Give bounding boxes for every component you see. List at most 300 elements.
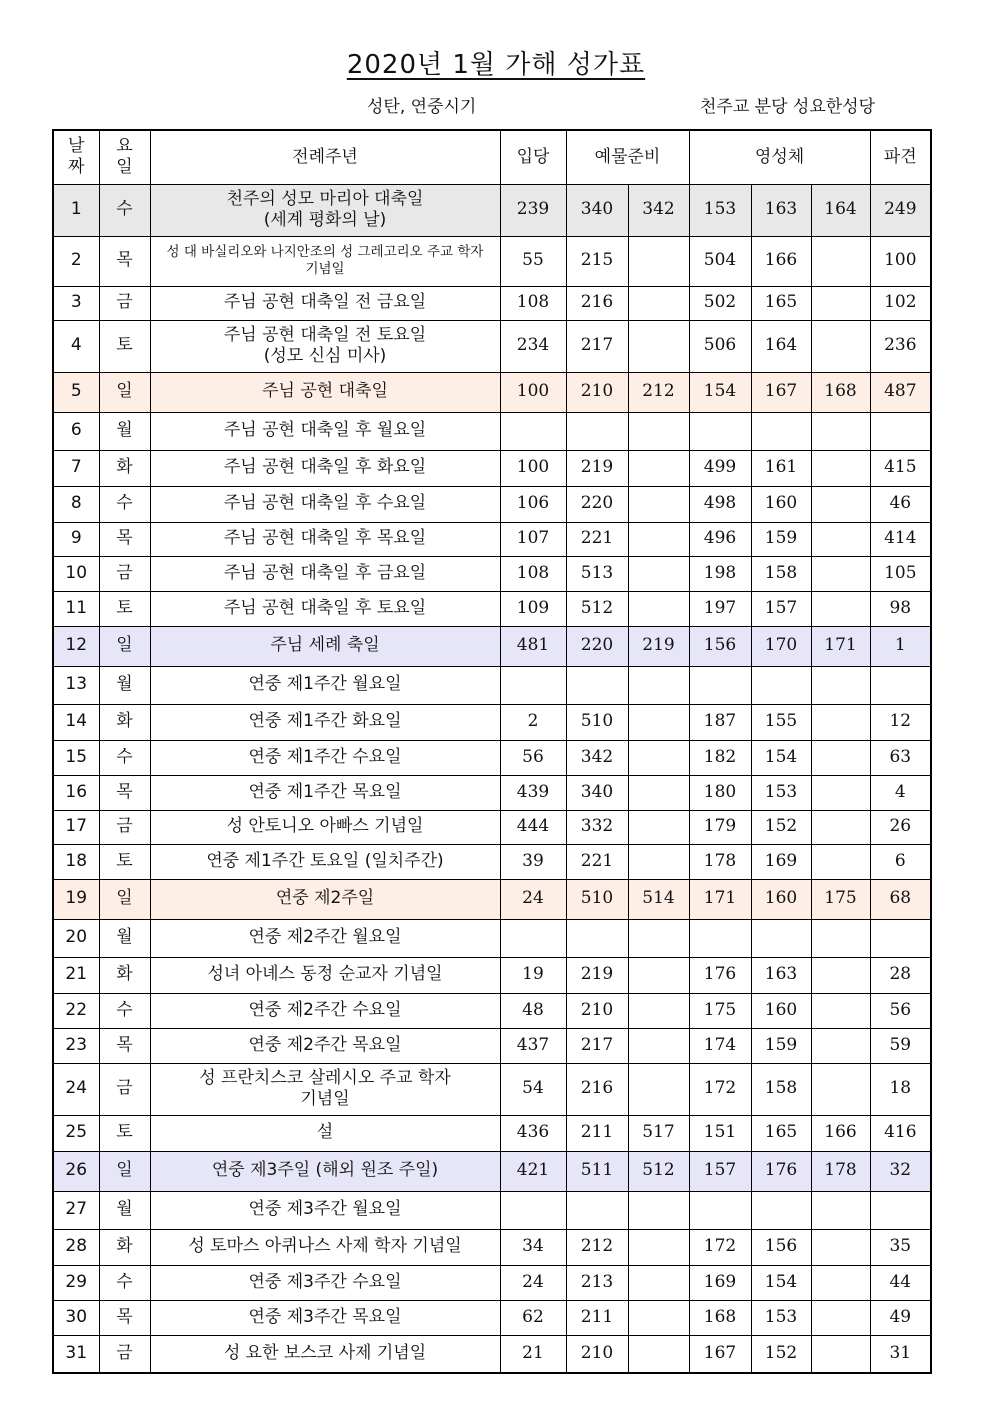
cell-date: 12 [53,626,99,666]
header-communion: 영성체 [689,130,870,184]
cell-weekday: 화 [99,450,150,486]
cell-offertory-1: 512 [566,591,628,626]
cell-offertory-1 [566,1191,628,1229]
cell-communion-2: 164 [751,320,811,372]
cell-offertory-2 [628,1300,689,1335]
cell-offertory-2 [628,1028,689,1063]
cell-communion-1: 157 [689,1151,751,1191]
cell-date: 19 [53,879,99,919]
cell-communion-1: 180 [689,775,751,810]
cell-liturgy [150,1028,500,1063]
cell-offertory-2 [628,810,689,844]
cell-date: 3 [53,286,99,320]
cell-entrance: 444 [500,810,566,844]
cell-weekday: 월 [99,666,150,704]
table-row [53,236,931,286]
cell-liturgy [150,1063,500,1115]
cell-weekday: 일 [99,1151,150,1191]
cell-communion-2 [751,666,811,704]
cell-date: 24 [53,1063,99,1115]
cell-weekday: 수 [99,1265,150,1300]
cell-communion-3: 178 [811,1151,870,1191]
cell-liturgy [150,1151,500,1191]
cell-weekday: 목 [99,1028,150,1063]
cell-communion-3 [811,320,870,372]
cell-communion-1: 506 [689,320,751,372]
cell-liturgy [150,626,500,666]
liturgy-line-1: 성 프란치스코 살레시오 주교 학자 [199,1067,451,1088]
cell-communion-2: 165 [751,1115,811,1151]
cell-offertory-2 [628,1229,689,1265]
header-dismissal: 파견 [870,130,931,184]
cell-communion-2 [751,1191,811,1229]
cell-communion-2 [751,412,811,450]
cell-dismissal [870,1191,931,1229]
cell-communion-2: 156 [751,1229,811,1265]
cell-communion-3 [811,957,870,993]
cell-dismissal: 26 [870,810,931,844]
table-row [53,1063,931,1115]
cell-weekday: 월 [99,412,150,450]
cell-weekday: 목 [99,236,150,286]
cell-communion-1: 167 [689,1335,751,1373]
cell-date: 16 [53,775,99,810]
cell-offertory-1: 216 [566,286,628,320]
cell-offertory-2 [628,486,689,522]
cell-communion-3 [811,740,870,775]
cell-date: 6 [53,412,99,450]
liturgy-line-1: 주님 공현 대축일 후 월요일 [223,420,427,441]
cell-entrance [500,919,566,957]
cell-liturgy [150,957,500,993]
cell-dismissal: 100 [870,236,931,286]
cell-offertory-1: 221 [566,844,628,879]
cell-communion-1: 151 [689,1115,751,1151]
liturgy-line-1: 연중 제2주간 목요일 [248,1034,402,1055]
cell-offertory-2: 512 [628,1151,689,1191]
cell-weekday: 목 [99,522,150,556]
cell-liturgy [150,844,500,879]
cell-weekday: 수 [99,993,150,1028]
table-row [53,486,931,522]
cell-communion-1: 154 [689,372,751,412]
cell-communion-1: 182 [689,740,751,775]
table-row [53,666,931,704]
cell-weekday: 목 [99,1300,150,1335]
page-title [0,44,992,81]
header-weekday-b: 일 [116,157,133,178]
cell-weekday: 목 [99,775,150,810]
cell-offertory-1: 211 [566,1300,628,1335]
cell-entrance: 109 [500,591,566,626]
cell-dismissal: 98 [870,591,931,626]
cell-communion-2: 165 [751,286,811,320]
cell-communion-3 [811,666,870,704]
cell-offertory-1: 211 [566,1115,628,1151]
cell-communion-3: 164 [811,184,870,236]
cell-dismissal: 28 [870,957,931,993]
liturgy-line-2: (세계 평화의 날) [263,210,387,230]
cell-communion-2: 163 [751,957,811,993]
cell-communion-3 [811,775,870,810]
cell-communion-3 [811,556,870,591]
cell-offertory-2 [628,1063,689,1115]
header-offertory: 예물준비 [566,130,689,184]
cell-offertory-1: 510 [566,879,628,919]
cell-offertory-2 [628,412,689,450]
liturgy-line-1: 주님 공현 대축일 후 목요일 [223,528,427,549]
table-row [53,1229,931,1265]
liturgy-line-1: 주님 공현 대축일 후 토요일 [223,597,427,618]
cell-offertory-2 [628,1265,689,1300]
cell-offertory-1: 210 [566,372,628,412]
table-row [53,412,931,450]
cell-date: 23 [53,1028,99,1063]
table-row [53,286,931,320]
cell-weekday: 화 [99,1229,150,1265]
cell-date: 29 [53,1265,99,1300]
liturgy-line-1: 연중 제1주간 월요일 [248,674,402,695]
liturgy-line-1: 연중 제1주간 목요일 [248,781,402,802]
cell-offertory-1: 212 [566,1229,628,1265]
cell-liturgy [150,666,500,704]
table-row [53,1265,931,1300]
cell-liturgy [150,1229,500,1265]
cell-dismissal: 105 [870,556,931,591]
cell-offertory-2 [628,236,689,286]
cell-date: 21 [53,957,99,993]
cell-dismissal: 46 [870,486,931,522]
cell-weekday: 금 [99,286,150,320]
table-row [53,450,931,486]
cell-offertory-2 [628,844,689,879]
cell-dismissal: 18 [870,1063,931,1115]
liturgy-line-1: 연중 제1주간 토요일 (일치주간) [206,850,444,871]
liturgy-line-1: 연중 제2주간 월요일 [248,927,402,948]
table-row [53,810,931,844]
cell-communion-1: 498 [689,486,751,522]
cell-communion-1 [689,412,751,450]
cell-offertory-1 [566,666,628,704]
cell-entrance: 100 [500,450,566,486]
table-row [53,1191,931,1229]
cell-communion-3 [811,919,870,957]
cell-offertory-2 [628,740,689,775]
cell-communion-2: 166 [751,236,811,286]
cell-date: 27 [53,1191,99,1229]
cell-communion-2: 176 [751,1151,811,1191]
cell-entrance: 437 [500,1028,566,1063]
cell-entrance: 108 [500,286,566,320]
cell-dismissal: 102 [870,286,931,320]
page-title-text: 2020년 1월 가해 성가표 [346,50,646,80]
cell-entrance: 107 [500,522,566,556]
cell-communion-2: 167 [751,372,811,412]
liturgy-line-1: 성 토마스 아퀴나스 사제 학자 기념일 [188,1236,462,1257]
table-row [53,740,931,775]
cell-offertory-2: 517 [628,1115,689,1151]
cell-communion-1: 179 [689,810,751,844]
liturgy-line-1: 주님 공현 대축일 전 토요일 [223,324,427,345]
cell-communion-3 [811,1063,870,1115]
cell-liturgy [150,320,500,372]
cell-liturgy [150,740,500,775]
cell-date: 13 [53,666,99,704]
cell-communion-2: 152 [751,810,811,844]
table-row [53,372,931,412]
table-row [53,591,931,626]
cell-communion-3 [811,1265,870,1300]
cell-offertory-2 [628,522,689,556]
cell-communion-2: 159 [751,1028,811,1063]
liturgy-line-1: 연중 제2주일 [275,888,375,909]
cell-weekday: 토 [99,844,150,879]
table-row [53,320,931,372]
cell-communion-2: 170 [751,626,811,666]
cell-offertory-2 [628,450,689,486]
cell-communion-2: 160 [751,879,811,919]
cell-communion-3 [811,1028,870,1063]
cell-communion-3 [811,1229,870,1265]
cell-entrance: 24 [500,1265,566,1300]
header-entrance: 입당 [500,130,566,184]
cell-communion-2: 159 [751,522,811,556]
liturgy-line-1: 주님 공현 대축일 전 금요일 [223,292,427,313]
cell-offertory-2 [628,957,689,993]
liturgy-line-1: 연중 제1주간 수요일 [248,746,402,767]
cell-date: 22 [53,993,99,1028]
table-row [53,957,931,993]
cell-communion-1: 178 [689,844,751,879]
cell-entrance: 2 [500,704,566,740]
cell-dismissal: 31 [870,1335,931,1373]
table-row [53,522,931,556]
cell-liturgy [150,810,500,844]
cell-weekday: 일 [99,372,150,412]
cell-communion-1 [689,919,751,957]
cell-offertory-2: 514 [628,879,689,919]
cell-offertory-2 [628,1335,689,1373]
cell-liturgy [150,236,500,286]
cell-offertory-1: 219 [566,450,628,486]
table-row [53,1115,931,1151]
cell-offertory-1: 217 [566,1028,628,1063]
cell-communion-2: 153 [751,775,811,810]
cell-dismissal: 414 [870,522,931,556]
cell-offertory-1: 340 [566,775,628,810]
cell-entrance [500,1191,566,1229]
cell-communion-1: 153 [689,184,751,236]
cell-offertory-1: 221 [566,522,628,556]
cell-date: 18 [53,844,99,879]
liturgy-line-1: 성 요한 보스코 사제 기념일 [223,1343,427,1364]
cell-entrance [500,666,566,704]
table-row [53,1335,931,1373]
cell-date: 26 [53,1151,99,1191]
cell-communion-2: 169 [751,844,811,879]
cell-entrance: 481 [500,626,566,666]
liturgy-line-2: (성모 신심 미사) [263,346,387,366]
cell-communion-3 [811,993,870,1028]
cell-communion-3 [811,286,870,320]
cell-date: 8 [53,486,99,522]
cell-weekday: 수 [99,740,150,775]
liturgy-line-1: 주님 공현 대축일 후 금요일 [223,562,427,583]
cell-communion-1: 499 [689,450,751,486]
cell-offertory-1: 220 [566,626,628,666]
cell-communion-3 [811,450,870,486]
cell-communion-1: 176 [689,957,751,993]
cell-dismissal: 56 [870,993,931,1028]
cell-dismissal: 59 [870,1028,931,1063]
cell-communion-2: 153 [751,1300,811,1335]
cell-liturgy [150,591,500,626]
cell-dismissal: 236 [870,320,931,372]
cell-communion-1 [689,666,751,704]
cell-offertory-1: 342 [566,740,628,775]
cell-date: 2 [53,236,99,286]
cell-communion-1: 496 [689,522,751,556]
cell-offertory-1 [566,412,628,450]
cell-liturgy [150,1265,500,1300]
liturgy-line-1: 연중 제3주간 목요일 [248,1306,402,1327]
cell-weekday: 화 [99,957,150,993]
cell-offertory-2 [628,919,689,957]
cell-offertory-1: 216 [566,1063,628,1115]
liturgy-line-1: 주님 공현 대축일 후 화요일 [223,457,427,478]
cell-date: 30 [53,1300,99,1335]
cell-liturgy [150,775,500,810]
liturgy-line-1: 연중 제3주일 (해외 원조 주일) [211,1160,439,1181]
cell-entrance: 106 [500,486,566,522]
cell-liturgy [150,1115,500,1151]
cell-communion-2: 163 [751,184,811,236]
cell-entrance [500,412,566,450]
cell-dismissal [870,412,931,450]
table-row [53,844,931,879]
cell-offertory-1 [566,919,628,957]
cell-entrance: 24 [500,879,566,919]
cell-weekday: 화 [99,704,150,740]
cell-communion-3 [811,1335,870,1373]
cell-date: 7 [53,450,99,486]
cell-dismissal: 63 [870,740,931,775]
header-date-b: 짜 [68,157,85,178]
cell-liturgy [150,412,500,450]
cell-entrance: 34 [500,1229,566,1265]
table-row [53,1151,931,1191]
cell-communion-2: 158 [751,1063,811,1115]
cell-entrance: 108 [500,556,566,591]
liturgy-line-1: 연중 제3주간 수요일 [248,1271,402,1292]
liturgy-line-1: 주님 공현 대축일 후 수요일 [223,493,427,514]
cell-weekday: 토 [99,591,150,626]
cell-communion-1: 171 [689,879,751,919]
table-row [53,919,931,957]
cell-offertory-2 [628,320,689,372]
cell-offertory-2 [628,666,689,704]
cell-communion-3: 171 [811,626,870,666]
cell-communion-3 [811,1191,870,1229]
cell-offertory-2 [628,286,689,320]
cell-offertory-2: 342 [628,184,689,236]
cell-weekday: 토 [99,1115,150,1151]
cell-dismissal: 6 [870,844,931,879]
cell-dismissal: 1 [870,626,931,666]
cell-liturgy [150,879,500,919]
cell-weekday: 일 [99,626,150,666]
cell-communion-3: 166 [811,1115,870,1151]
cell-liturgy [150,486,500,522]
cell-offertory-2: 212 [628,372,689,412]
cell-date: 31 [53,1335,99,1373]
cell-date: 20 [53,919,99,957]
cell-communion-2: 154 [751,740,811,775]
cell-weekday: 금 [99,1335,150,1373]
cell-dismissal: 487 [870,372,931,412]
cell-weekday: 토 [99,320,150,372]
cell-communion-3: 175 [811,879,870,919]
cell-offertory-1: 510 [566,704,628,740]
cell-liturgy [150,704,500,740]
cell-communion-2 [751,919,811,957]
header-liturgy: 전례주년 [150,130,500,184]
cell-entrance: 439 [500,775,566,810]
header-date [53,130,99,184]
cell-liturgy [150,993,500,1028]
cell-liturgy [150,1335,500,1373]
cell-communion-2: 154 [751,1265,811,1300]
cell-weekday: 월 [99,919,150,957]
cell-communion-2: 155 [751,704,811,740]
cell-liturgy [150,450,500,486]
cell-communion-3 [811,236,870,286]
cell-liturgy [150,1300,500,1335]
cell-communion-2: 152 [751,1335,811,1373]
cell-date: 1 [53,184,99,236]
liturgy-line-1: 연중 제3주간 월요일 [248,1199,402,1220]
table-row [53,1028,931,1063]
cell-weekday: 수 [99,486,150,522]
cell-communion-1: 198 [689,556,751,591]
cell-dismissal: 35 [870,1229,931,1265]
cell-entrance: 39 [500,844,566,879]
cell-offertory-2 [628,993,689,1028]
cell-weekday: 수 [99,184,150,236]
cell-date: 14 [53,704,99,740]
cell-entrance: 48 [500,993,566,1028]
cell-liturgy [150,556,500,591]
cell-communion-3 [811,591,870,626]
cell-communion-2: 160 [751,486,811,522]
cell-offertory-1: 219 [566,957,628,993]
cell-liturgy [150,372,500,412]
liturgy-line-2: 기념일 [305,261,345,277]
cell-weekday: 금 [99,1063,150,1115]
cell-entrance: 55 [500,236,566,286]
liturgy-line-1: 연중 제2주간 수요일 [248,999,402,1020]
cell-date: 10 [53,556,99,591]
cell-weekday: 금 [99,556,150,591]
cell-communion-2: 157 [751,591,811,626]
table-row [53,556,931,591]
cell-communion-3 [811,844,870,879]
cell-weekday: 일 [99,879,150,919]
cell-communion-1: 502 [689,286,751,320]
cell-dismissal: 4 [870,775,931,810]
cell-dismissal: 32 [870,1151,931,1191]
cell-date: 9 [53,522,99,556]
